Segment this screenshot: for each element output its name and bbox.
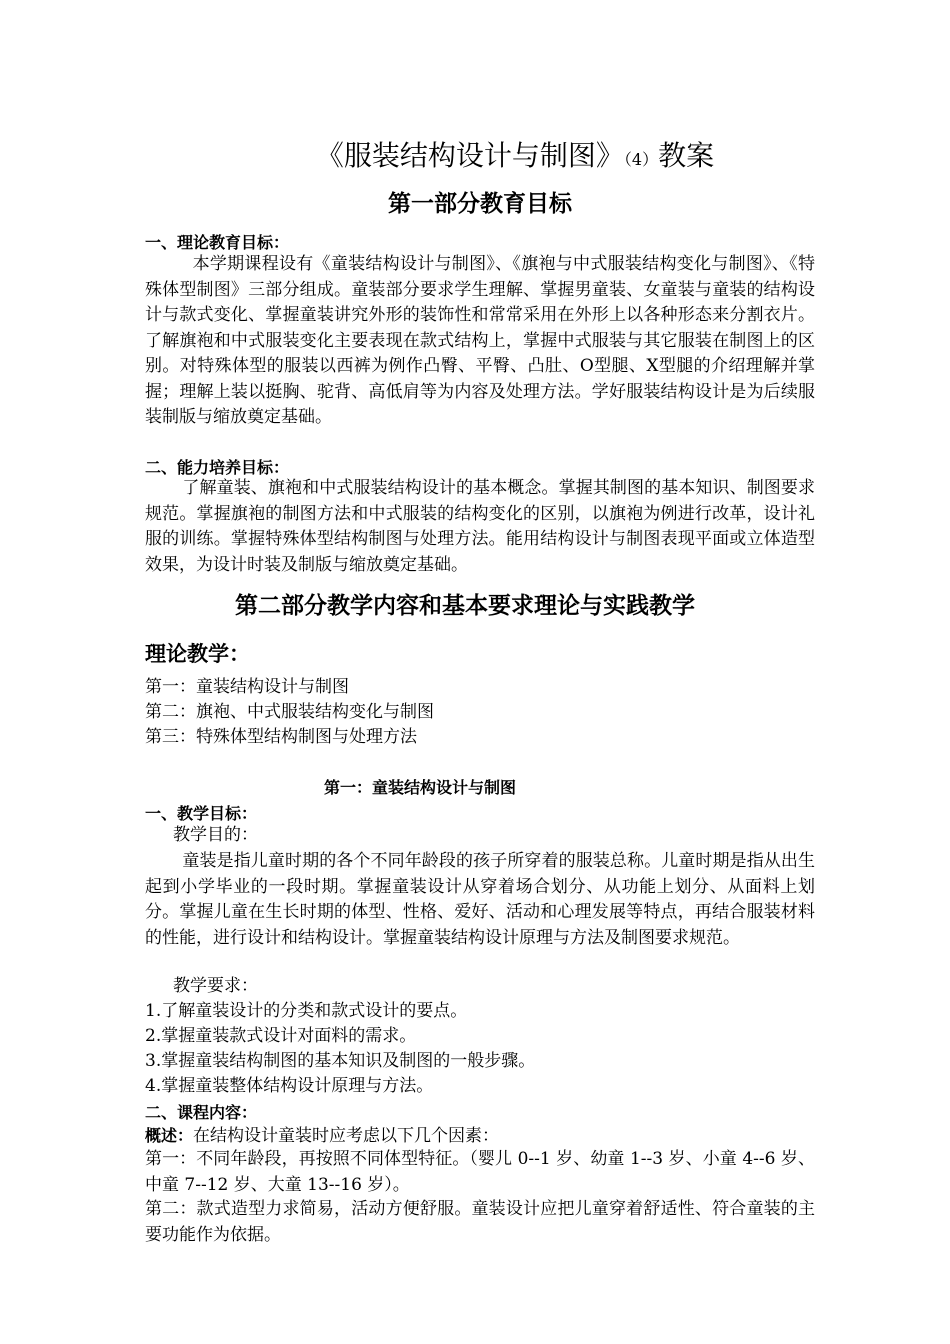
ability-goal-label: 二、能力培养目标： (145, 458, 290, 477)
theory-item-1: 第一：童装结构设计与制图 (145, 677, 349, 697)
req-item-2: 2.掌握童装款式设计对面料的需求。 (145, 1026, 417, 1046)
factor-1: 第一：不同年龄段，再按照不同体型特征。（婴儿 0--1 岁、幼童 1--3 岁、小童 4--6 岁、中童 7--12 岁、大童 13--16 岁）。 (145, 1149, 815, 1195)
document-title (0, 134, 950, 174)
theory-goal-text: 本学期课程设有《童装结构设计与制图》、《旗袍与中式服装结构变化与制图》、《特殊体型制图》三部分组成。童装部分要求学生理解、掌握男童装、女童装与童装的结构设计与款式变化、掌握童装讲究外形的装饰性和常常采用在外形上以各种形态来分割衣片。了解旗袍和中式服装变化主要表现在款式结构上，掌握中式服装与其它服装在制图上的区别。对特殊体型的服装以西裤为例作凸臀、平臀、凸肚、O型腿、X型腿的介绍理解并掌握；理解上装以挺胸、驼背、高低肩等为内容及处理方法。学好服装结构设计是为后续服装制版与缩放奠定基础。 (145, 254, 815, 427)
req-item-1: 1.了解童装设计的分类和款式设计的要点。 (145, 1001, 468, 1021)
overview-line (145, 1123, 815, 1149)
ability-goal-text: 了解童装、旗袍和中式服装结构设计的基本概念。掌握其制图的基本知识、制图要求规范。掌握旗袍的制图方法和中式服装的结构变化的区别，以旗袍为例进行改革，设计礼服的训练。掌握特殊体型结构制图与处理方法。能用结构设计与制图表现平面或立体造型效果，为设计时装及制版与缩放奠定基础。 (145, 478, 815, 575)
theory-item-3: 第三：特殊体型结构制图与处理方法 (145, 727, 417, 747)
theory-item-2: 第二：旗袍、中式服装结构变化与制图 (145, 702, 434, 722)
teaching-goal-label: 一、教学目标： (145, 804, 258, 823)
theory-goal-label: 一、理论教育目标： (145, 233, 290, 252)
req-item-4: 4.掌握童装整体结构设计原理与方法。 (145, 1076, 434, 1096)
overview-label: 概述： (145, 1126, 194, 1145)
chapter1-heading: 第一：童装结构设计与制图 (323, 778, 516, 797)
overview-text: 在结构设计童装时应考虑以下几个因素： (193, 1126, 500, 1146)
title-tail: 教案 (658, 139, 715, 172)
part2-heading: 第二部分教学内容和基本要求理论与实践教学 (235, 593, 695, 619)
theory-teaching-label: 理论教学： (145, 642, 250, 666)
title-paren: （4） (623, 150, 659, 169)
course-content-label: 二、课程内容： (145, 1103, 258, 1122)
teaching-purpose-label: 教学目的： (173, 825, 258, 845)
req-item-3: 3.掌握童装结构制图的基本知识及制图的一般步骤。 (145, 1051, 536, 1071)
factor-2: 第二：款式造型力求简易，活动方便舒服。童装设计应把儿童穿着舒适性、符合童装的主要功能作为依据。 (145, 1199, 815, 1245)
part1-heading: 第一部分教育目标 (388, 191, 572, 217)
teaching-req-label: 教学要求： (173, 976, 258, 996)
teaching-purpose-text: 童装是指儿童时期的各个不同年龄段的孩子所穿着的服装总称。儿童时期是指从出生起到小学毕业的一段时期。掌握童装设计从穿着场合划分、从功能上划分、从面料上划分。掌握儿童在生长时期的体型、性格、爱好、活动和心理发展等特点，再结合服装材料的性能，进行设计和结构设计。掌握童装结构设计原理与方法及制图要求规范。 (145, 851, 815, 948)
title-main: 《服装结构设计与制图》 (315, 139, 624, 172)
